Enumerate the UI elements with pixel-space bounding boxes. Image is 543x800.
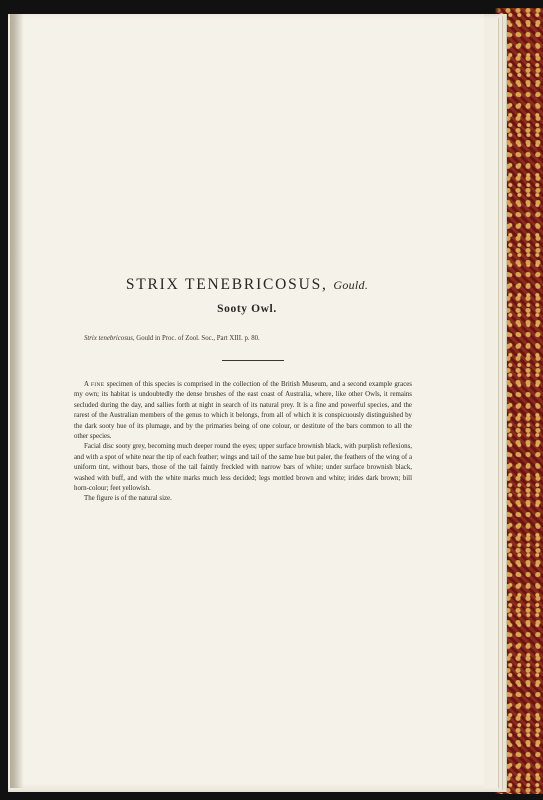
page-gutter-shadow	[10, 14, 24, 788]
book-page	[10, 14, 484, 788]
common-name: Sooty Owl.	[217, 303, 277, 315]
species-title	[10, 276, 484, 294]
divider-rule	[222, 360, 284, 361]
species-author: Gould.	[333, 278, 369, 292]
initial-letter: A	[84, 381, 89, 388]
species-name: STRIX TENEBRICOSUS,	[125, 276, 328, 293]
paragraph-habitat	[74, 380, 412, 442]
small-caps-word: FINE	[90, 382, 105, 388]
reference-text: Gould in Proc. of Zool. Soc., Part XIII. p. 80.	[136, 335, 260, 342]
reference-citation	[84, 335, 444, 342]
paragraph-text: specimen of this species is comprised in the collection of the British Museum, and a second example graces my own; its habitat is undoubtedly the dense brushes of the east coast of Australia, where, like other Owls, it remains secluded during the day, and sallies forth at night in search of its natural prey. It is a fine and powerful species, and the rarest of the Australian members of the genus to which it belongs, from all of which it is conspicuously distinguished by the dark sooty hue of its plumage, and by the primaries being of one colour, or destitute of the bars common to all the other species.	[74, 381, 412, 441]
reference-species: Strix tenebricosus,	[84, 335, 135, 342]
paragraph-figure-note: The figure is of the natural size.	[84, 495, 172, 503]
paragraph-description: Facial disc sooty grey, becoming much deeper round the eyes; upper surface brownish black, with purplish reflexions, and with a spot of white near the tip of each feather; wings and tail of the same hue but paler, the feathers of the wing of a uniform tint, without bars, those of the tail faintly freckled with narrow bars of white; under surface brownish black, washed with buff, and with the white marks much less decided; legs mottled brown and white; irides dark brown; bill horn-colour; feet yellowish.	[74, 443, 412, 493]
description-text	[74, 380, 412, 505]
